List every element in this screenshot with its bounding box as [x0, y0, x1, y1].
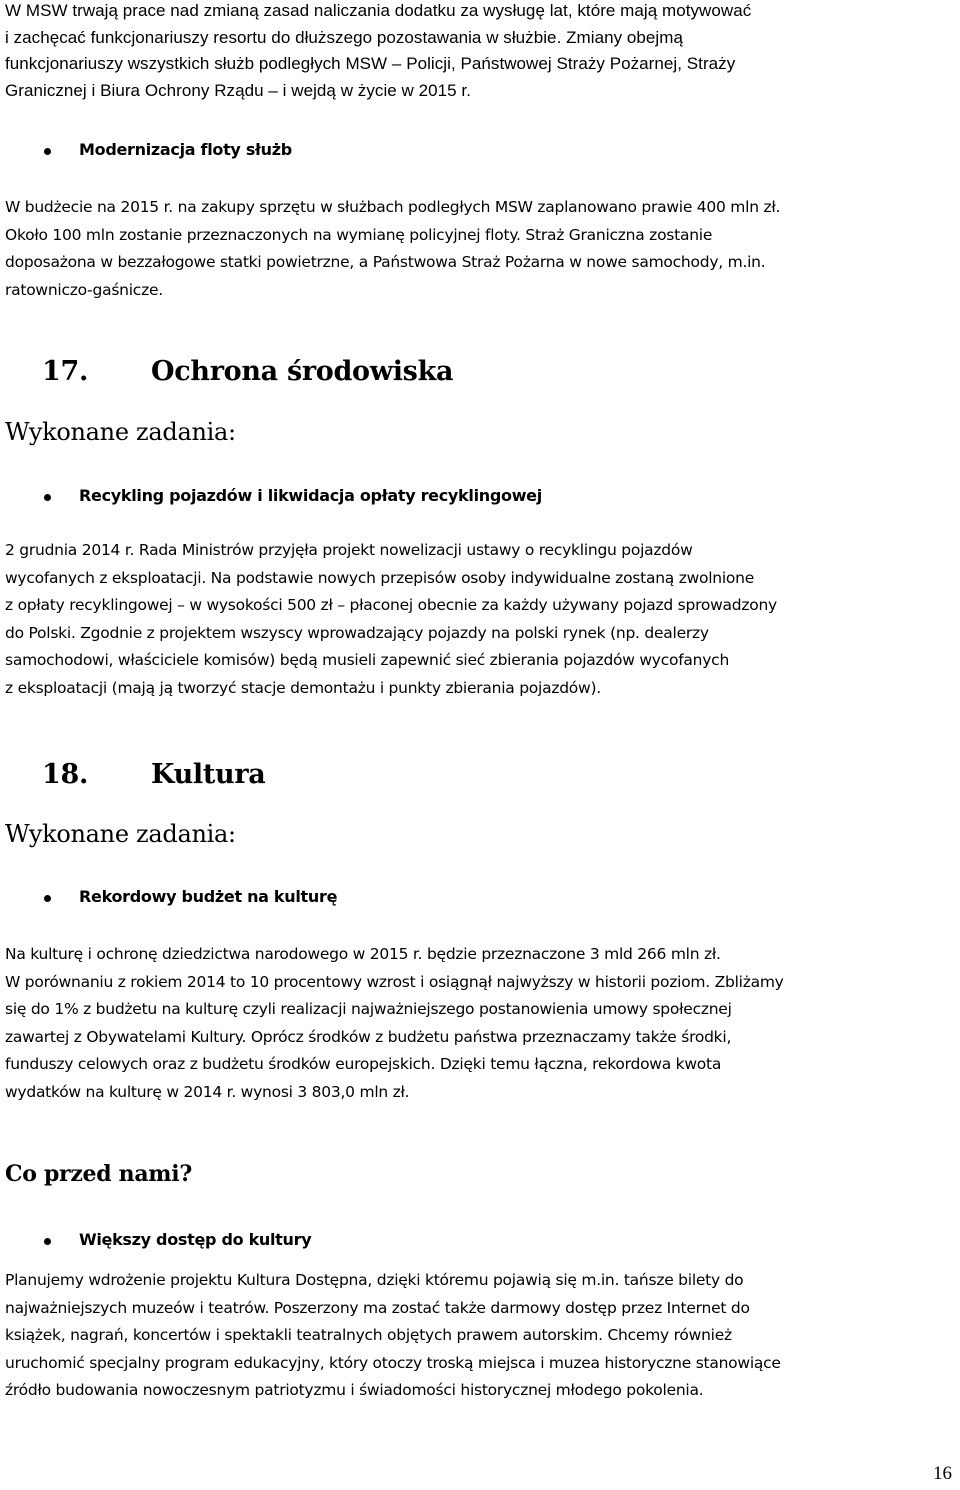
section-subheading: Wykonane zadania:	[5, 418, 236, 446]
paragraph-line: z eksploatacji (mają ją tworzyć stacje demontażu i punkty zbierania pojazdów).	[5, 678, 601, 697]
paragraph-line: W porównaniu z rokiem 2014 to 10 procentowy wzrost i osiągnął najwyższy w historii poziom. Zbliżamy	[5, 972, 784, 991]
paragraph-line: z opłaty recyklingowej – w wysokości 500 zł – płaconej obecnie za każdy używany pojazd sprowadzony	[5, 596, 777, 614]
paragraph-line: uruchomić specjalny program edukacyjny, który otoczy troską miejsca i muzea historyczne stanowiące	[5, 1353, 781, 1372]
paragraph-line: samochodowi, właściciele komisów) będą musieli zapewnić sieć zbierania pojazdów wycofanych	[5, 651, 730, 669]
paragraph-line: wydatków na kulturę w 2014 r. wynosi 3 803,0 mln zł.	[5, 1082, 410, 1101]
section-number: 18.	[42, 759, 89, 790]
bullet-label: Większy dostęp do kultury	[79, 1230, 312, 1249]
paragraph-line: funkcjonariuszy wszystkich służb podległych MSW – Policji, Państwowej Straży Pożarnej, Straży	[5, 54, 736, 73]
paragraph-line: 2 grudnia 2014 r. Rada Ministrów przyjęła projekt nowelizacji ustawy o recyklingu pojazdów	[5, 541, 693, 559]
paragraph-line: ratowniczo-gaśnicze.	[5, 280, 163, 299]
fleet-paragraph	[5, 194, 960, 304]
paragraph-line: zawartej z Obywatelami Kultury. Oprócz środków z budżetu państwa przeznaczamy także środki,	[5, 1027, 732, 1046]
paragraph-line: książek, nagrań, koncertów i spektakli teatralnych objętych prawem autorskim. Chcemy również	[5, 1326, 732, 1344]
recycling-paragraph	[5, 537, 960, 702]
section-subheading: Wykonane zadania:	[5, 820, 236, 848]
culture-budget-paragraph	[5, 941, 960, 1106]
paragraph-line: najważniejszych muzeów i teatrów. Poszerzony ma zostać także darmowy dostęp przez Internet do	[5, 1298, 750, 1317]
section-title: Kultura	[151, 759, 266, 790]
paragraph-line: funduszy celowych oraz z budżetu środków europejskich. Dzięki temu łączna, rekordowa kwota	[5, 1055, 722, 1073]
section-title: Ochrona środowiska	[151, 356, 454, 387]
paragraph-line: W MSW trwają prace nad zmianą zasad naliczania dodatku za wysługę lat, które mają motywować	[5, 1, 752, 20]
paragraph-line: doposażona w bezzałogowe statki powietrzne, a Państwowa Straż Pożarna w nowe samochody, m.in.	[5, 253, 766, 271]
paragraph-line: do Polski. Zgodnie z projektem wszyscy wprowadzający pojazdy na polski rynek (np. dealerzy	[5, 623, 709, 642]
intro-paragraph	[5, 0, 960, 104]
paragraph-line: źródło budowania nowoczesnym patriotyzmu i świadomości historycznej młodego pokolenia.	[5, 1381, 704, 1399]
paragraph-line: Około 100 mln zostanie przeznaczonych na wymianę policyjnej floty. Straż Graniczna zostanie	[5, 225, 713, 244]
page-number: 16	[933, 1463, 952, 1484]
bullet-label: Recykling pojazdów i likwidacja opłaty recyklingowej	[79, 486, 542, 505]
future-heading: Co przed nami?	[5, 1161, 192, 1187]
bullet-dot-icon	[44, 895, 51, 902]
bullet-label: Rekordowy budżet na kulturę	[79, 887, 338, 906]
bullet-dot-icon	[44, 494, 51, 501]
paragraph-line: Granicznej i Biura Ochrony Rządu – i wejdą w życie w 2015 r.	[5, 80, 471, 100]
paragraph-line: i zachęcać funkcjonariuszy resortu do dłuższego pozostawania w służbie. Zmiany obejmą	[5, 27, 683, 47]
section-number: 17.	[42, 356, 89, 387]
paragraph-line: się do 1% z budżetu na kulturę czyli realizacji najważniejszego postanowienia umowy społecznej	[5, 1000, 732, 1018]
bullet-dot-icon	[44, 148, 51, 155]
paragraph-line: W budżecie na 2015 r. na zakupy sprzętu w służbach podległych MSW zaplanowano prawie 400 mln zł.	[5, 198, 781, 216]
bullet-dot-icon	[44, 1238, 51, 1245]
culture-access-paragraph	[5, 1267, 960, 1405]
paragraph-line: Planujemy wdrożenie projektu Kultura Dostępna, dzięki któremu pojawią się m.in. tańsze bilety do	[5, 1271, 744, 1289]
paragraph-line: Na kulturę i ochronę dziedzictwa narodowego w 2015 r. będzie przeznaczone 3 mld 266 mln zł.	[5, 945, 721, 963]
paragraph-line: wycofanych z eksploatacji. Na podstawie nowych przepisów osoby indywidualne zostaną zwolnione	[5, 568, 755, 587]
bullet-label: Modernizacja floty służb	[79, 140, 292, 159]
